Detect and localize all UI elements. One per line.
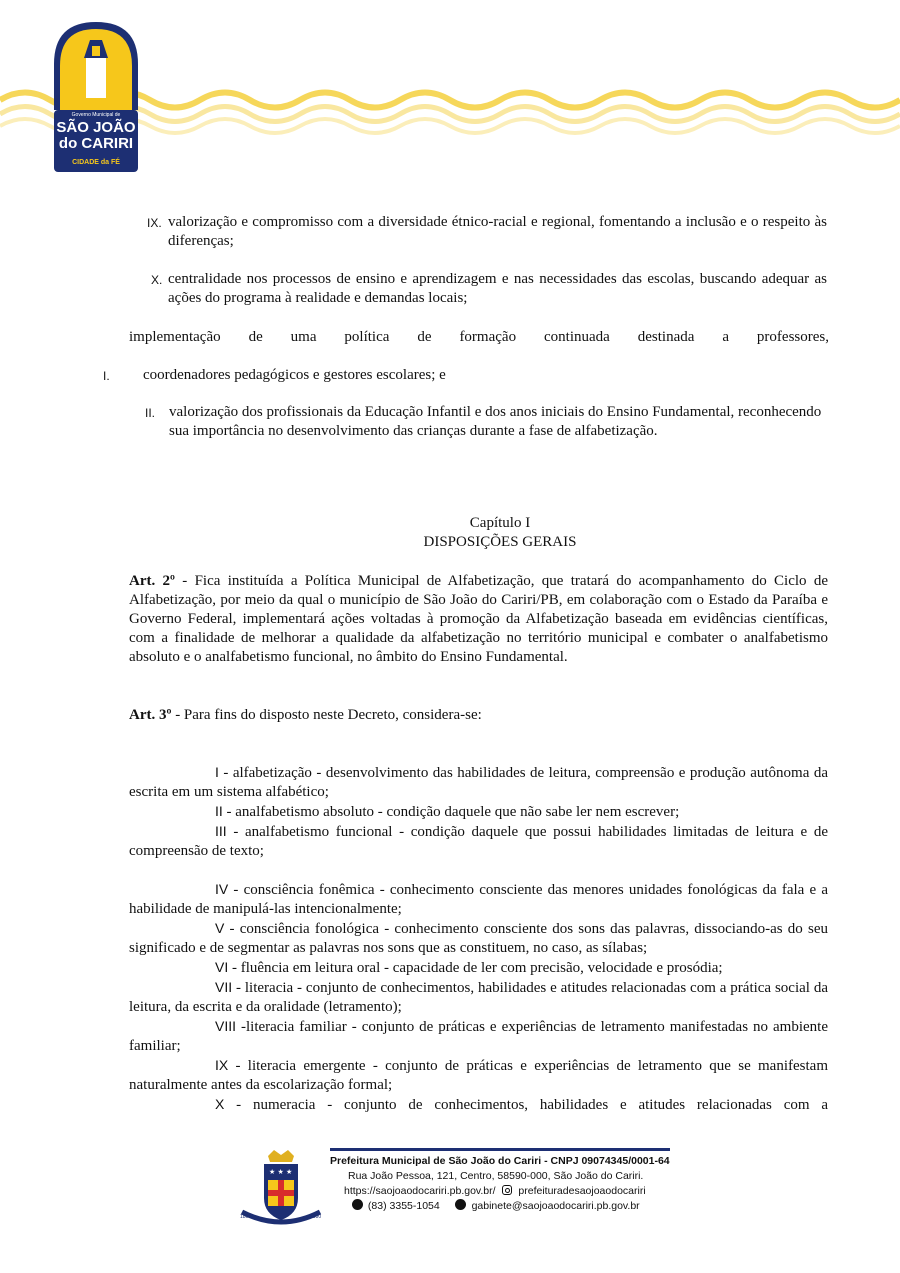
definition-roman: VI (215, 959, 229, 975)
definition-item (129, 978, 828, 1017)
definition-roman: V (215, 920, 225, 936)
definition-roman: IV (215, 881, 229, 897)
seal-year-right: 1930 (310, 1214, 322, 1220)
definition-roman: II (215, 803, 223, 819)
logo-city-line2: do CARIRI (58, 135, 134, 152)
chapter-title: Capítulo I (469, 515, 531, 531)
phone-icon (352, 1199, 363, 1210)
email-icon (455, 1199, 466, 1210)
list-item-x (151, 270, 827, 308)
municipal-logo (50, 18, 142, 173)
definition-item (129, 1056, 828, 1095)
definition-text: - numeracia - conjunto de conhecimentos, habilidades e atitudes relacionadas com a (224, 1097, 828, 1113)
footer-instagram[interactable]: prefeituradesaojoaodocariri (518, 1185, 646, 1197)
list-item-ix (147, 213, 827, 251)
definition-roman: IX (215, 1057, 229, 1073)
definition-item (129, 802, 828, 822)
article-3 (129, 706, 828, 725)
list-item-text: centralidade nos processos de ensino e aprendizagem e nas necessidades das escolas, buscando adequar as ações do programa à realidade e demandas locais; (168, 271, 827, 306)
chapter-subtitle: DISPOSIÇÕES GERAIS (423, 534, 577, 550)
definition-roman: VII (215, 979, 233, 995)
definition-item (129, 919, 828, 958)
list-item-text: valorização dos profissionais da Educação Infantil e dos anos iniciais do Ensino Fundamental, reconhecendo sua importância no desenvolvimento das crianças durante a fase de alfabetização. (169, 404, 822, 439)
logo-small-text: Governo Municipal de (71, 112, 121, 118)
footer-contact-row (330, 1199, 670, 1214)
list-number: X. (151, 273, 163, 287)
definition-text: - consciência fonêmica - conhecimento consciente das menores unidades fonológicas da fala e a habilidade de manipulá-las intencionalmente; (129, 882, 828, 917)
footer-email[interactable]: gabinete@saojoaodocariri.pb.gov.br (471, 1200, 640, 1212)
footer-web-row (330, 1184, 670, 1199)
header (0, 0, 900, 180)
definition-text: - consciência fonológica - conhecimento consciente dos sons das palavras, dissociando-as do seu significado e de segmentar as palavras nos sons que as constituem, no caso, as sílabas; (129, 921, 828, 956)
footer-contact-block (330, 1148, 670, 1214)
article-2-label: Art. 2º (129, 573, 175, 589)
article-3-label: Art. 3º (129, 707, 172, 723)
definition-text: -literacia familiar - conjunto de práticas e experiências de letramento manifestadas no ambiente familiar; (129, 1019, 828, 1054)
footer-top-rule (330, 1148, 670, 1151)
svg-text:★ ★ ★: ★ ★ ★ (269, 1168, 293, 1176)
list-number: I. (103, 369, 110, 383)
logo-city-line1: SÃO JOÃO (56, 119, 136, 136)
definition-item (129, 958, 828, 978)
list-item-text: valorização e compromisso com a diversidade étnico-racial e regional, fomentando a inclusão e o respeito às diferenças; (168, 214, 827, 249)
footer-website[interactable]: https://saojoaodocariri.pb.gov.br/ (344, 1185, 496, 1197)
definition-text: - fluência em leitura oral - capacidade de ler com precisão, velocidade e prosódia; (228, 960, 723, 976)
definition-text: - literacia - conjunto de conhecimentos, habilidades e atitudes relacionadas com a prática social da leitura, da escrita e da oralidade (letramento); (129, 980, 828, 1015)
definition-item (129, 763, 828, 802)
paragraph-implementation: implementação de uma política de formação continuada destinada a professores, (129, 329, 829, 345)
article-3-text: - Para fins do disposto neste Decreto, considera-se: (171, 707, 482, 723)
list-number: II. (145, 406, 156, 420)
article-2 (129, 572, 828, 667)
definition-roman: I (215, 764, 219, 780)
definition-item (129, 1017, 828, 1056)
seal-year-left: 1800 (240, 1214, 252, 1220)
definition-text: - analfabetismo funcional - condição daquele que possui habilidades limitadas de leitura e de compreensão de texto; (129, 824, 828, 859)
footer (0, 1140, 900, 1273)
list-item-text: coordenadores pedagógicos e gestores escolares; e (143, 367, 446, 383)
footer-institution: Prefeitura Municipal de São João do Cariri - CNPJ 09074345/0001-64 (330, 1155, 670, 1167)
instagram-icon (502, 1185, 512, 1195)
definition-text: - alfabetização - desenvolvimento das habilidades de leitura, compreensão e produção autônoma da escrita em um sistema alfabético; (129, 765, 828, 800)
definition-roman: III (215, 823, 227, 839)
article-2-text: - Fica instituída a Política Municipal de Alfabetização, que tratará do acompanhamento do Ciclo de Alfabetização, por meio da qual o município de São João do Cariri/PB, em colaboração com o Estado da Paraíba e Governo Federal, implementará ações voltadas à promoção da Alfabetização baseada em evidências científicas, com a finalidade de melhorar a qualidade da alfabetização no território municipal e combater o analfabetismo absoluto e o analfabetismo funcional, no âmbito do Ensino Fundamental. (129, 573, 828, 665)
logo-tagline: CIDADE da FÉ (72, 159, 120, 166)
definition-text: - analfabetismo absoluto - condição daquele que não sabe ler nem escrever; (222, 804, 680, 820)
definition-roman: X (215, 1096, 225, 1112)
definition-text: - literacia emergente - conjunto de práticas e experiências de letramento que se manifestam naturalmente antes da escolarização formal; (129, 1058, 828, 1093)
footer-address: Rua João Pessoa, 121, Centro, 58590-000, São João do Cariri. (348, 1170, 644, 1182)
list-item-i (103, 366, 823, 385)
footer-phone[interactable]: (83) 3355-1054 (367, 1200, 440, 1212)
definition-roman: VIII (215, 1018, 237, 1034)
definitions-list (129, 763, 828, 1115)
definition-item (129, 822, 828, 861)
list-item-ii (145, 403, 835, 441)
definition-item (129, 1095, 828, 1115)
chapter-heading (300, 514, 700, 552)
definition-item (129, 880, 828, 919)
list-number: IX. (147, 216, 162, 230)
